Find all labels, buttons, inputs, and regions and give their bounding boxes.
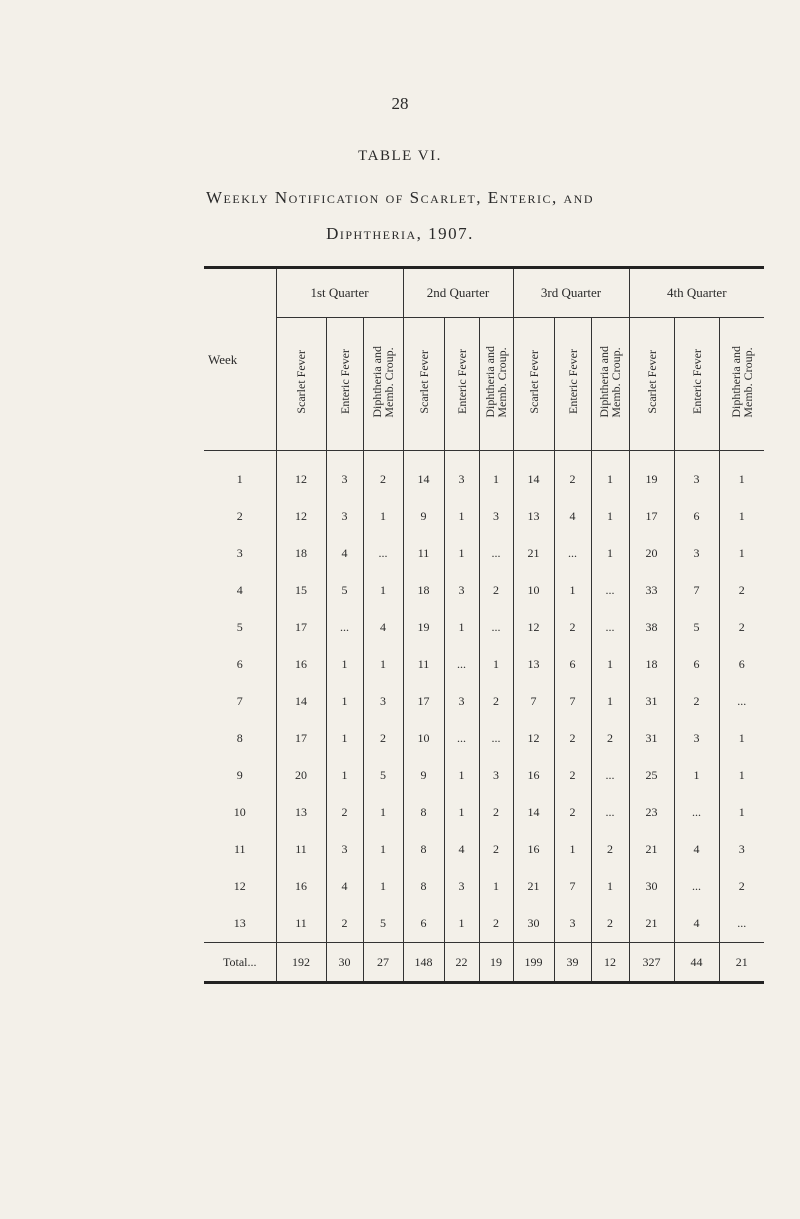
- table-cell: 9: [403, 757, 444, 794]
- week-number: 1: [236, 472, 243, 486]
- table-cell: 7: [674, 572, 719, 609]
- total-row: [204, 943, 764, 983]
- table-cell: 4: [674, 905, 719, 943]
- table-cell: 5: [674, 609, 719, 646]
- table-row: [204, 535, 764, 572]
- page-number: 28: [391, 94, 409, 113]
- week-header: Week: [204, 268, 276, 451]
- table-cell: 2: [479, 683, 513, 720]
- table-cell: 12: [276, 451, 326, 499]
- table-cell: 17: [629, 498, 674, 535]
- table-cell: 13: [276, 794, 326, 831]
- total-cell: 22: [444, 943, 479, 983]
- table-cell: 1: [363, 868, 403, 905]
- table-cell: 1: [479, 646, 513, 683]
- disease-header-cell: [629, 318, 674, 451]
- week-number: 9: [236, 768, 243, 782]
- table-cell: 7: [554, 868, 591, 905]
- table-cell: 3: [479, 757, 513, 794]
- table-cell: 17: [403, 683, 444, 720]
- disease-header-text: Enteric Fever: [454, 349, 469, 414]
- table-cell: ...: [591, 572, 629, 609]
- week-rows: [204, 451, 764, 943]
- table-row: [204, 609, 764, 646]
- table-cell: 14: [276, 683, 326, 720]
- total-cell: 19: [479, 943, 513, 983]
- table-cell: 1: [363, 831, 403, 868]
- disease-header-cell: [326, 318, 363, 451]
- table-cell: 2: [591, 831, 629, 868]
- table-cell: ...: [479, 535, 513, 572]
- table-cell: 2: [554, 794, 591, 831]
- table-cell: 9: [403, 498, 444, 535]
- table-cell: 1: [363, 794, 403, 831]
- table-cell: ...: [479, 720, 513, 757]
- table-cell: ...: [363, 535, 403, 572]
- table-cell: 3: [326, 498, 363, 535]
- disease-header-text: Scarlet Fever: [416, 349, 431, 414]
- table-cell: 1: [554, 831, 591, 868]
- table-cell: 6: [674, 646, 719, 683]
- disease-header-text: Diphtheria and Memb. Croup.: [597, 345, 623, 418]
- table-cell: 1: [326, 757, 363, 794]
- table-cell: 3: [479, 498, 513, 535]
- total-cell: 199: [513, 943, 554, 983]
- table-cell: 5: [363, 905, 403, 943]
- table-row: [204, 646, 764, 683]
- disease-header-text: Diphtheria and Memb. Croup.: [728, 345, 755, 418]
- table-cell: 30: [513, 905, 554, 943]
- table-cell: 1: [591, 683, 629, 720]
- table-cell: 18: [276, 535, 326, 572]
- table-cell: 2: [554, 609, 591, 646]
- total-cell: 12: [591, 943, 629, 983]
- week-number: 3: [236, 546, 243, 560]
- quarter-header: 1st Quarter: [276, 268, 403, 318]
- table-cell: 2: [719, 609, 764, 646]
- table-cell: 12: [276, 498, 326, 535]
- table-cell: 2: [719, 868, 764, 905]
- table-cell: 6: [403, 905, 444, 943]
- table-cell: 14: [513, 794, 554, 831]
- table-cell: 8: [403, 831, 444, 868]
- table-cell: 4: [326, 868, 363, 905]
- table-cell: ...: [444, 720, 479, 757]
- table-cell: 15: [276, 572, 326, 609]
- table-cell: 2: [591, 905, 629, 943]
- disease-header-cell: [719, 318, 764, 451]
- table-cell: 10: [513, 572, 554, 609]
- table-cell: 3: [719, 831, 764, 868]
- table-cell: 6: [674, 498, 719, 535]
- table-cell: 1: [479, 451, 513, 499]
- disease-header-cell: [276, 318, 326, 451]
- quarter-header-row: [204, 268, 764, 318]
- table-cell: 1: [479, 868, 513, 905]
- table-cell: 3: [363, 683, 403, 720]
- disease-header-text: Enteric Fever: [565, 349, 580, 414]
- week-number: 12: [233, 879, 246, 893]
- week-number: 13: [233, 916, 246, 930]
- table-cell: 5: [363, 757, 403, 794]
- disease-header-text: Enteric Fever: [689, 349, 704, 414]
- table-cell: 1: [591, 498, 629, 535]
- table-cell: 1: [326, 683, 363, 720]
- table-cell: 3: [326, 831, 363, 868]
- total-cell: 30: [326, 943, 363, 983]
- table-cell: 21: [629, 831, 674, 868]
- table-cell: 11: [403, 646, 444, 683]
- table-cell: 1: [591, 868, 629, 905]
- table-cell: 3: [444, 683, 479, 720]
- total-cell: 192: [276, 943, 326, 983]
- table-cell: 18: [629, 646, 674, 683]
- table-cell: 1: [363, 646, 403, 683]
- table-title: TABLE VI.: [358, 148, 442, 164]
- table-cell: 1: [674, 757, 719, 794]
- table-row: [204, 757, 764, 794]
- table-cell: 3: [444, 868, 479, 905]
- table-cell: 30: [629, 868, 674, 905]
- disease-header-text: Scarlet Fever: [294, 349, 308, 414]
- table-row: [204, 794, 764, 831]
- disease-header-text: Scarlet Fever: [526, 349, 541, 414]
- table-cell: 10: [403, 720, 444, 757]
- table-cell: 2: [479, 572, 513, 609]
- table-cell: 31: [629, 683, 674, 720]
- total-cell: 39: [554, 943, 591, 983]
- table-row: [204, 905, 764, 943]
- table-cell: ...: [444, 646, 479, 683]
- table-cell: 2: [363, 451, 403, 499]
- table-cell: 11: [403, 535, 444, 572]
- table-cell: 1: [591, 451, 629, 499]
- table-cell: 2: [326, 905, 363, 943]
- disease-header-cell: [444, 318, 479, 451]
- table-cell: ...: [591, 609, 629, 646]
- table-cell: 5: [326, 572, 363, 609]
- total-cell: 148: [403, 943, 444, 983]
- table-row: [204, 498, 764, 535]
- quarter-header: 2nd Quarter: [403, 268, 513, 318]
- table-cell: 2: [591, 720, 629, 757]
- table-cell: ...: [554, 535, 591, 572]
- table-cell: 19: [403, 609, 444, 646]
- table-cell: 3: [674, 451, 719, 499]
- disease-header-cell: [363, 318, 403, 451]
- table-cell: 1: [591, 646, 629, 683]
- table-cell: 1: [444, 794, 479, 831]
- table-cell: 2: [479, 794, 513, 831]
- table-cell: 1: [444, 757, 479, 794]
- table-cell: 2: [554, 720, 591, 757]
- table-cell: 2: [363, 720, 403, 757]
- table-cell: 1: [719, 498, 764, 535]
- table-cell: 1: [554, 572, 591, 609]
- disease-header-text: Enteric Fever: [337, 349, 352, 414]
- week-number: 2: [236, 509, 243, 523]
- table-cell: 4: [554, 498, 591, 535]
- table-cell: 3: [326, 451, 363, 499]
- table-cell: 4: [444, 831, 479, 868]
- table-cell: 21: [513, 535, 554, 572]
- table-cell: 2: [674, 683, 719, 720]
- table-cell: 38: [629, 609, 674, 646]
- table-cell: ...: [591, 794, 629, 831]
- disease-header-cell: [554, 318, 591, 451]
- table-cell: 25: [629, 757, 674, 794]
- disease-header-row: [204, 318, 764, 451]
- disease-header-text: Diphtheria and Memb. Croup.: [370, 345, 396, 418]
- table-cell: 2: [326, 794, 363, 831]
- table-cell: 1: [363, 498, 403, 535]
- week-number: 10: [233, 805, 246, 819]
- table-cell: 16: [513, 757, 554, 794]
- table-cell: 1: [326, 720, 363, 757]
- table-cell: 11: [276, 905, 326, 943]
- disease-header-cell: [591, 318, 629, 451]
- disease-header-cell: [403, 318, 444, 451]
- table-cell: 33: [629, 572, 674, 609]
- disease-header-cell: [513, 318, 554, 451]
- total-cell: 27: [363, 943, 403, 983]
- table-cell: 12: [513, 609, 554, 646]
- quarter-header: 3rd Quarter: [513, 268, 629, 318]
- table-cell: 4: [326, 535, 363, 572]
- table-cell: 1: [444, 498, 479, 535]
- table-cell: 1: [444, 905, 479, 943]
- table-cell: 3: [444, 572, 479, 609]
- table-cell: 7: [513, 683, 554, 720]
- table-heading-line1: Weekly Notification of Scarlet, Enteric, and: [205, 188, 595, 207]
- table-cell: 23: [629, 794, 674, 831]
- table-cell: 2: [554, 451, 591, 499]
- table-cell: 1: [719, 794, 764, 831]
- table-cell: 1: [326, 646, 363, 683]
- table-cell: 2: [554, 757, 591, 794]
- table-cell: 16: [276, 868, 326, 905]
- table-cell: 1: [444, 609, 479, 646]
- table-row: [204, 572, 764, 609]
- notification-table: [204, 266, 764, 984]
- table-cell: 3: [674, 720, 719, 757]
- table-cell: 3: [674, 535, 719, 572]
- table-cell: 1: [719, 535, 764, 572]
- total-cell: 21: [719, 943, 764, 983]
- total-cell: 327: [629, 943, 674, 983]
- table-cell: 2: [479, 905, 513, 943]
- table-heading-line2: Diphtheria, 1907.: [326, 224, 474, 243]
- table-cell: 7: [554, 683, 591, 720]
- table-cell: 3: [444, 451, 479, 499]
- table-cell: ...: [479, 609, 513, 646]
- table-cell: 1: [363, 572, 403, 609]
- disease-header-cell: [479, 318, 513, 451]
- table-cell: 11: [276, 831, 326, 868]
- week-number: 5: [236, 620, 243, 634]
- table-cell: 12: [513, 720, 554, 757]
- table-cell: 31: [629, 720, 674, 757]
- table-cell: 16: [513, 831, 554, 868]
- table-cell: 4: [674, 831, 719, 868]
- table-cell: 1: [719, 451, 764, 499]
- table-cell: 2: [479, 831, 513, 868]
- week-number: 7: [236, 694, 243, 708]
- table-row: [204, 868, 764, 905]
- table-cell: 8: [403, 794, 444, 831]
- table-cell: ...: [719, 905, 764, 943]
- table-cell: 13: [513, 498, 554, 535]
- table-cell: 3: [554, 905, 591, 943]
- table-cell: 1: [719, 757, 764, 794]
- table-cell: 21: [513, 868, 554, 905]
- table-cell: 17: [276, 609, 326, 646]
- table-cell: ...: [719, 683, 764, 720]
- quarter-header: 4th Quarter: [629, 268, 764, 318]
- table-cell: 6: [554, 646, 591, 683]
- table-cell: 14: [403, 451, 444, 499]
- table-cell: 6: [719, 646, 764, 683]
- table-row: [204, 451, 764, 499]
- table-row: [204, 683, 764, 720]
- table-cell: 16: [276, 646, 326, 683]
- table-cell: 2: [719, 572, 764, 609]
- table-row: [204, 720, 764, 757]
- table-cell: 8: [403, 868, 444, 905]
- table-cell: ...: [674, 794, 719, 831]
- week-number: 4: [236, 583, 243, 597]
- table-row: [204, 831, 764, 868]
- table-cell: 21: [629, 905, 674, 943]
- week-number: 8: [236, 731, 243, 745]
- disease-header-text: Scarlet Fever: [644, 349, 659, 414]
- table-cell: 1: [719, 720, 764, 757]
- week-number: 6: [236, 657, 243, 671]
- total-label: Total...: [204, 943, 276, 983]
- week-number: 11: [233, 842, 246, 856]
- table-cell: 17: [276, 720, 326, 757]
- table-cell: 20: [276, 757, 326, 794]
- total-cell: 44: [674, 943, 719, 983]
- table-cell: 19: [629, 451, 674, 499]
- table-cell: 1: [444, 535, 479, 572]
- table-cell: 14: [513, 451, 554, 499]
- table-cell: 4: [363, 609, 403, 646]
- table-cell: ...: [326, 609, 363, 646]
- disease-header-text: Diphtheria and Memb. Croup.: [483, 345, 509, 418]
- disease-header-cell: [674, 318, 719, 451]
- table-cell: ...: [674, 868, 719, 905]
- table-cell: 18: [403, 572, 444, 609]
- table-cell: ...: [591, 757, 629, 794]
- table-cell: 20: [629, 535, 674, 572]
- table-cell: 13: [513, 646, 554, 683]
- table-cell: 1: [591, 535, 629, 572]
